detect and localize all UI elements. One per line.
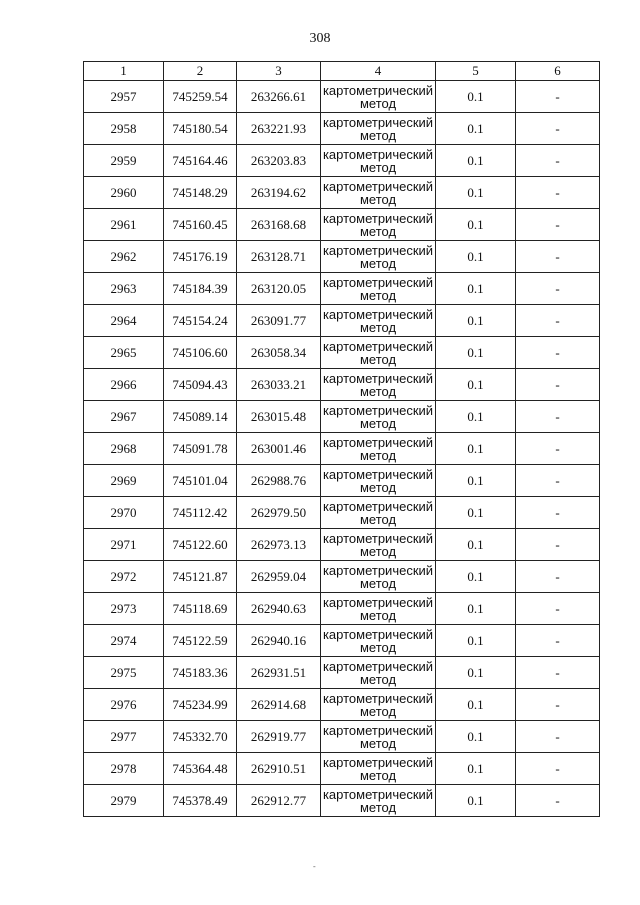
method-line-1: картометрический xyxy=(322,114,434,130)
header-col-2: 2 xyxy=(164,62,237,81)
method-line-2: метод xyxy=(359,159,397,175)
description-cell: - xyxy=(516,753,600,785)
header-col-3: 3 xyxy=(237,62,321,81)
table-row xyxy=(84,593,600,625)
footer-mark: - xyxy=(313,862,316,871)
accuracy-cell: 0.1 xyxy=(436,369,516,401)
accuracy-cell: 0.1 xyxy=(436,273,516,305)
accuracy-cell: 0.1 xyxy=(436,113,516,145)
x-coordinate-cell: 745164.46 xyxy=(164,145,237,177)
description-cell: - xyxy=(516,657,600,689)
y-coordinate-cell: 262912.77 xyxy=(237,785,321,817)
description-cell: - xyxy=(516,561,600,593)
table-row xyxy=(84,497,600,529)
method-line-1: картометрический xyxy=(322,274,434,290)
y-coordinate-cell: 262919.77 xyxy=(237,721,321,753)
x-coordinate-cell: 745112.42 xyxy=(164,497,237,529)
table-row xyxy=(84,81,600,113)
point-number-cell: 2976 xyxy=(84,689,164,721)
accuracy-cell: 0.1 xyxy=(436,721,516,753)
method-cell xyxy=(321,465,436,497)
point-number-cell: 2971 xyxy=(84,529,164,561)
header-col-6: 6 xyxy=(516,62,600,81)
table-header-row xyxy=(84,62,600,81)
table-row xyxy=(84,625,600,657)
accuracy-cell: 0.1 xyxy=(436,465,516,497)
point-number-cell: 2975 xyxy=(84,657,164,689)
y-coordinate-cell: 263128.71 xyxy=(237,241,321,273)
table-row xyxy=(84,337,600,369)
method-line-2: метод xyxy=(359,223,397,239)
method-line-1: картометрический xyxy=(322,146,434,162)
method-line-2: метод xyxy=(359,767,397,783)
table-row xyxy=(84,721,600,753)
y-coordinate-cell: 262979.50 xyxy=(237,497,321,529)
accuracy-cell: 0.1 xyxy=(436,593,516,625)
accuracy-cell: 0.1 xyxy=(436,337,516,369)
accuracy-cell: 0.1 xyxy=(436,145,516,177)
point-number-cell: 2968 xyxy=(84,433,164,465)
y-coordinate-cell: 263266.61 xyxy=(237,81,321,113)
method-line-1: картометрический xyxy=(322,530,434,546)
point-number-cell: 2973 xyxy=(84,593,164,625)
point-number-cell: 2969 xyxy=(84,465,164,497)
accuracy-cell: 0.1 xyxy=(436,401,516,433)
header-col-1: 1 xyxy=(84,62,164,81)
description-cell: - xyxy=(516,113,600,145)
method-line-2: метод xyxy=(359,607,397,623)
x-coordinate-cell: 745089.14 xyxy=(164,401,237,433)
header-col-5: 5 xyxy=(436,62,516,81)
method-cell xyxy=(321,273,436,305)
description-cell: - xyxy=(516,401,600,433)
accuracy-cell: 0.1 xyxy=(436,497,516,529)
x-coordinate-cell: 745183.36 xyxy=(164,657,237,689)
method-line-2: метод xyxy=(359,287,397,303)
y-coordinate-cell: 263221.93 xyxy=(237,113,321,145)
point-number-cell: 2962 xyxy=(84,241,164,273)
method-cell xyxy=(321,753,436,785)
x-coordinate-cell: 745160.45 xyxy=(164,209,237,241)
table-row xyxy=(84,305,600,337)
point-number-cell: 2958 xyxy=(84,113,164,145)
accuracy-cell: 0.1 xyxy=(436,177,516,209)
method-line-2: метод xyxy=(359,415,397,431)
description-cell: - xyxy=(516,625,600,657)
y-coordinate-cell: 263058.34 xyxy=(237,337,321,369)
accuracy-cell: 0.1 xyxy=(436,81,516,113)
method-cell xyxy=(321,529,436,561)
x-coordinate-cell: 745378.49 xyxy=(164,785,237,817)
method-cell xyxy=(321,401,436,433)
method-line-1: картометрический xyxy=(322,370,434,386)
method-line-1: картометрический xyxy=(322,626,434,642)
table-row xyxy=(84,433,600,465)
accuracy-cell: 0.1 xyxy=(436,625,516,657)
point-number-cell: 2967 xyxy=(84,401,164,433)
method-line-1: картометрический xyxy=(322,242,434,258)
method-line-1: картометрический xyxy=(322,690,434,706)
description-cell: - xyxy=(516,81,600,113)
y-coordinate-cell: 263168.68 xyxy=(237,209,321,241)
table-row xyxy=(84,401,600,433)
point-number-cell: 2959 xyxy=(84,145,164,177)
point-number-cell: 2965 xyxy=(84,337,164,369)
method-line-1: картометрический xyxy=(322,466,434,482)
x-coordinate-cell: 745121.87 xyxy=(164,561,237,593)
y-coordinate-cell: 263033.21 xyxy=(237,369,321,401)
point-number-cell: 2970 xyxy=(84,497,164,529)
method-cell xyxy=(321,209,436,241)
method-cell xyxy=(321,721,436,753)
method-line-1: картометрический xyxy=(322,402,434,418)
description-cell: - xyxy=(516,209,600,241)
table-body xyxy=(84,81,600,817)
method-cell xyxy=(321,305,436,337)
method-line-2: метод xyxy=(359,95,397,111)
description-cell: - xyxy=(516,305,600,337)
method-line-1: картометрический xyxy=(322,306,434,322)
x-coordinate-cell: 745176.19 xyxy=(164,241,237,273)
description-cell: - xyxy=(516,433,600,465)
description-cell: - xyxy=(516,273,600,305)
x-coordinate-cell: 745259.54 xyxy=(164,81,237,113)
accuracy-cell: 0.1 xyxy=(436,657,516,689)
x-coordinate-cell: 745091.78 xyxy=(164,433,237,465)
table-row xyxy=(84,369,600,401)
method-cell xyxy=(321,433,436,465)
method-line-1: картометрический xyxy=(322,498,434,514)
method-cell xyxy=(321,113,436,145)
description-cell: - xyxy=(516,369,600,401)
coordinates-table xyxy=(83,61,600,817)
x-coordinate-cell: 745101.04 xyxy=(164,465,237,497)
method-line-1: картометрический xyxy=(322,178,434,194)
point-number-cell: 2978 xyxy=(84,753,164,785)
method-line-1: картометрический xyxy=(322,82,434,98)
point-number-cell: 2960 xyxy=(84,177,164,209)
description-cell: - xyxy=(516,337,600,369)
method-cell xyxy=(321,497,436,529)
point-number-cell: 2961 xyxy=(84,209,164,241)
table-row xyxy=(84,785,600,817)
point-number-cell: 2977 xyxy=(84,721,164,753)
page-number: 308 xyxy=(309,31,331,46)
method-line-2: метод xyxy=(359,447,397,463)
description-cell: - xyxy=(516,145,600,177)
accuracy-cell: 0.1 xyxy=(436,433,516,465)
method-line-1: картометрический xyxy=(322,562,434,578)
method-line-2: метод xyxy=(359,479,397,495)
x-coordinate-cell: 745364.48 xyxy=(164,753,237,785)
method-line-1: картометрический xyxy=(322,754,434,770)
point-number-cell: 2979 xyxy=(84,785,164,817)
x-coordinate-cell: 745094.43 xyxy=(164,369,237,401)
x-coordinate-cell: 745122.60 xyxy=(164,529,237,561)
method-line-1: картометрический xyxy=(322,338,434,354)
point-number-cell: 2974 xyxy=(84,625,164,657)
accuracy-cell: 0.1 xyxy=(436,305,516,337)
description-cell: - xyxy=(516,529,600,561)
table-row xyxy=(84,241,600,273)
table-row xyxy=(84,145,600,177)
method-cell xyxy=(321,81,436,113)
method-cell xyxy=(321,785,436,817)
description-cell: - xyxy=(516,721,600,753)
x-coordinate-cell: 745184.39 xyxy=(164,273,237,305)
method-line-1: картометрический xyxy=(322,210,434,226)
y-coordinate-cell: 262910.51 xyxy=(237,753,321,785)
y-coordinate-cell: 262959.04 xyxy=(237,561,321,593)
method-line-2: метод xyxy=(359,191,397,207)
x-coordinate-cell: 745122.59 xyxy=(164,625,237,657)
table-row xyxy=(84,273,600,305)
method-line-2: метод xyxy=(359,671,397,687)
y-coordinate-cell: 262914.68 xyxy=(237,689,321,721)
method-cell xyxy=(321,177,436,209)
accuracy-cell: 0.1 xyxy=(436,561,516,593)
y-coordinate-cell: 263015.48 xyxy=(237,401,321,433)
method-cell xyxy=(321,337,436,369)
accuracy-cell: 0.1 xyxy=(436,785,516,817)
table-row xyxy=(84,529,600,561)
method-line-2: метод xyxy=(359,319,397,335)
x-coordinate-cell: 745180.54 xyxy=(164,113,237,145)
y-coordinate-cell: 262931.51 xyxy=(237,657,321,689)
method-cell xyxy=(321,625,436,657)
point-number-cell: 2964 xyxy=(84,305,164,337)
x-coordinate-cell: 745154.24 xyxy=(164,305,237,337)
method-line-2: метод xyxy=(359,383,397,399)
x-coordinate-cell: 745106.60 xyxy=(164,337,237,369)
description-cell: - xyxy=(516,177,600,209)
table-row xyxy=(84,113,600,145)
accuracy-cell: 0.1 xyxy=(436,241,516,273)
method-line-1: картометрический xyxy=(322,434,434,450)
method-line-2: метод xyxy=(359,127,397,143)
method-cell xyxy=(321,689,436,721)
x-coordinate-cell: 745148.29 xyxy=(164,177,237,209)
point-number-cell: 2972 xyxy=(84,561,164,593)
method-line-2: метод xyxy=(359,255,397,271)
method-cell xyxy=(321,241,436,273)
y-coordinate-cell: 262940.16 xyxy=(237,625,321,657)
accuracy-cell: 0.1 xyxy=(436,529,516,561)
description-cell: - xyxy=(516,497,600,529)
method-line-2: метод xyxy=(359,351,397,367)
table-row xyxy=(84,465,600,497)
table-row xyxy=(84,657,600,689)
table-row xyxy=(84,209,600,241)
method-line-1: картометрический xyxy=(322,786,434,802)
table-row xyxy=(84,753,600,785)
y-coordinate-cell: 263120.05 xyxy=(237,273,321,305)
method-line-1: картометрический xyxy=(322,722,434,738)
point-number-cell: 2963 xyxy=(84,273,164,305)
method-line-1: картометрический xyxy=(322,594,434,610)
y-coordinate-cell: 263091.77 xyxy=(237,305,321,337)
table-row xyxy=(84,561,600,593)
method-line-2: метод xyxy=(359,703,397,719)
y-coordinate-cell: 263001.46 xyxy=(237,433,321,465)
x-coordinate-cell: 745234.99 xyxy=(164,689,237,721)
x-coordinate-cell: 745118.69 xyxy=(164,593,237,625)
method-cell xyxy=(321,145,436,177)
y-coordinate-cell: 263194.62 xyxy=(237,177,321,209)
description-cell: - xyxy=(516,593,600,625)
table-row xyxy=(84,177,600,209)
method-cell xyxy=(321,369,436,401)
y-coordinate-cell: 263203.83 xyxy=(237,145,321,177)
y-coordinate-cell: 262988.76 xyxy=(237,465,321,497)
x-coordinate-cell: 745332.70 xyxy=(164,721,237,753)
method-line-2: метод xyxy=(359,575,397,591)
description-cell: - xyxy=(516,465,600,497)
header-col-4: 4 xyxy=(321,62,436,81)
method-line-2: метод xyxy=(359,543,397,559)
accuracy-cell: 0.1 xyxy=(436,753,516,785)
y-coordinate-cell: 262940.63 xyxy=(237,593,321,625)
point-number-cell: 2957 xyxy=(84,81,164,113)
point-number-cell: 2966 xyxy=(84,369,164,401)
method-cell xyxy=(321,657,436,689)
method-cell xyxy=(321,561,436,593)
y-coordinate-cell: 262973.13 xyxy=(237,529,321,561)
method-line-2: метод xyxy=(359,639,397,655)
description-cell: - xyxy=(516,785,600,817)
description-cell: - xyxy=(516,241,600,273)
method-line-2: метод xyxy=(359,735,397,751)
table-row xyxy=(84,689,600,721)
accuracy-cell: 0.1 xyxy=(436,689,516,721)
method-line-1: картометрический xyxy=(322,658,434,674)
method-line-2: метод xyxy=(359,799,397,815)
method-line-2: метод xyxy=(359,511,397,527)
accuracy-cell: 0.1 xyxy=(436,209,516,241)
method-cell xyxy=(321,593,436,625)
description-cell: - xyxy=(516,689,600,721)
